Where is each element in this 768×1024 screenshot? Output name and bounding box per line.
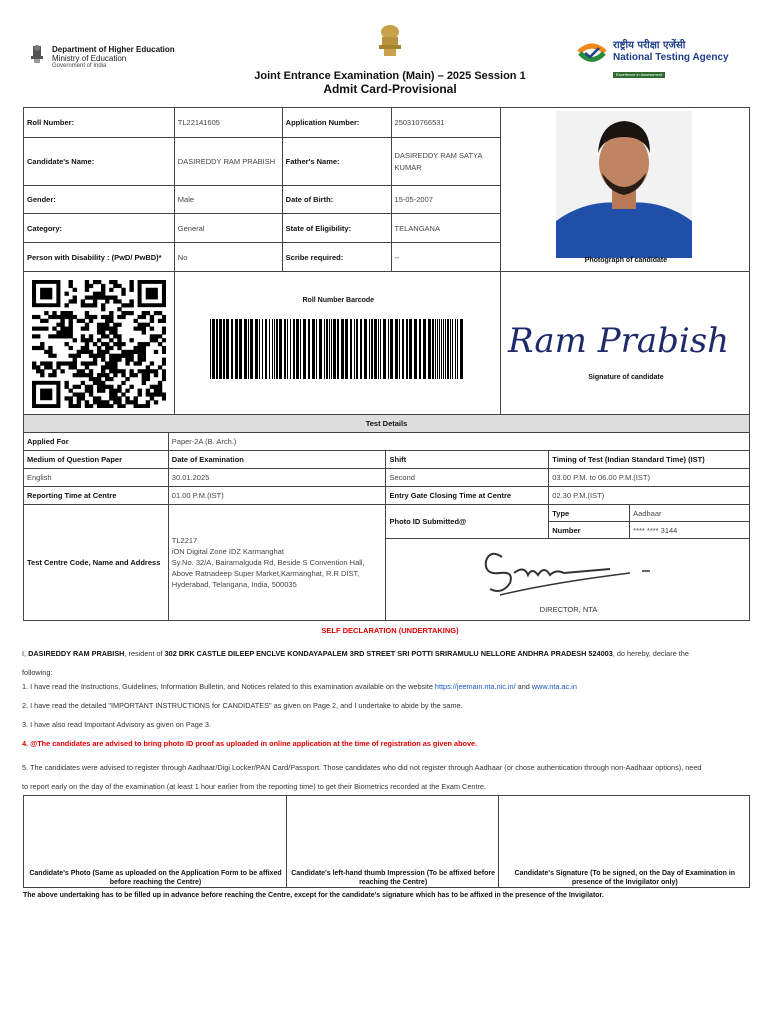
admit-card-title: Admit Card-Provisional <box>323 82 457 96</box>
id-number-value: **** **** 3144 <box>630 522 750 539</box>
barcode-label: Roll Number Barcode <box>302 297 375 304</box>
barcode-cell <box>174 272 501 415</box>
timing-value: 03.00 P.M. to 06.00 P.M.(IST) <box>549 469 750 487</box>
father-name-value: DASIREDDY RAM SATYA KUMAR <box>391 138 501 186</box>
declaration-point-1 <box>22 682 752 691</box>
photo-affix-box <box>24 796 287 888</box>
application-number-label: Application Number: <box>282 108 391 138</box>
candidate-name-value: DASIREDDY RAM PRABISH <box>174 138 282 186</box>
declaration-point-4: 4. @The candidates are advised to bring photo ID proof as uploaded in online application at the time of registration as given above. <box>22 739 478 748</box>
pwd-value: No <box>174 243 282 272</box>
id-number-label: Number <box>549 522 630 539</box>
dob-label: Date of Birth: <box>282 186 391 214</box>
footer-note: The above undertaking has to be filled up in advance before reaching the Centre, except for the candidate's signature which has to be affixed in the presence of the Invigilator. <box>23 892 604 899</box>
father-name-label: Father's Name: <box>282 138 391 186</box>
candidate-signature-box <box>499 796 750 888</box>
declaration-point-5 <box>22 758 752 796</box>
shift-label: Shift <box>386 451 549 469</box>
photo-cell <box>501 108 750 272</box>
centre-address-line4: Hyderabad, Telangana, India, 500035 <box>171 580 297 589</box>
candidate-photo <box>556 111 692 258</box>
reporting-time-label: Reporting Time at Centre <box>24 487 169 505</box>
jeemain-link[interactable]: https://jeemain.nta.nic.in/ <box>434 682 516 691</box>
ashoka-emblem-icon <box>376 24 404 58</box>
timing-label: Timing of Test (Indian Standard Time) (IST) <box>549 451 750 469</box>
roll-number-label: Roll Number: <box>24 108 175 138</box>
photo-caption: Photograph of candidate <box>584 257 668 264</box>
reporting-time-value: 01.00 P.M.(IST) <box>168 487 386 505</box>
director-signature-cell <box>386 539 750 621</box>
intro-line2: following: <box>22 668 53 677</box>
centre-code: TL2217 <box>171 536 198 545</box>
roll-number-barcode <box>210 319 466 379</box>
test-centre-address <box>168 505 386 621</box>
state-eligibility-value: TELANGANA <box>391 214 501 243</box>
nta-website-link[interactable]: www.nta.ac.in <box>531 682 577 691</box>
centre-address-line2: Sy.No. 32/A, Bairamalguda Rd, Beside S Convention Hall, <box>171 558 365 567</box>
scribe-value: -- <box>391 243 501 272</box>
id-type-label: Type <box>549 505 630 522</box>
point1-and: and <box>515 682 532 691</box>
application-number-value: 250310766531 <box>391 108 501 138</box>
intro-suffix: , do hereby, declare the <box>612 649 689 658</box>
declaration-point-2: 2. I have read the detailed "IMPORTANT INSTRUCTIONS for CANDIDATES" as given on Page 2, and I undertake to abide by the same. <box>22 701 463 710</box>
declaration-intro <box>22 644 752 682</box>
applied-for-label: Applied For <box>24 433 169 451</box>
intro-prefix: I, <box>22 649 29 658</box>
scribe-label: Scribe required: <box>282 243 391 272</box>
dob-value: 15-05-2007 <box>391 186 501 214</box>
category-label: Category: <box>24 214 175 243</box>
nta-tagline: Excellence in Assessment <box>613 72 665 78</box>
point5-line1: 5. The candidates were advised to register through Aadhaar/Digi Locker/PAN Card/Passport. Those candidates who did not register through Aadhaar (or chose authentication through non-Aadhaar options), need <box>22 763 702 772</box>
qr-code-cell <box>24 272 175 415</box>
id-type-value: Aadhaar <box>630 505 750 522</box>
shift-value: Second <box>386 469 549 487</box>
govt-name: Government of India <box>52 63 107 69</box>
intro-mid: , resident of <box>124 649 165 658</box>
declaration-point-3: 3. I have also read Important Advisory as given on Page 3. <box>22 720 212 729</box>
state-eligibility-label: State of Eligibility: <box>282 214 391 243</box>
point1-text: 1. I have read the Instructions, Guidelines, Information Bulletin, and Notices related to this examination available on the website <box>22 682 435 691</box>
centre-address-line1: iON Digital Zone IDZ Karmanghat <box>171 547 284 556</box>
gender-label: Gender: <box>24 186 175 214</box>
roll-number-value: TL22141605 <box>174 108 282 138</box>
gate-closing-value: 02.30 P.M.(IST) <box>549 487 750 505</box>
test-centre-label: Test Centre Code, Name and Address <box>24 505 169 621</box>
undertaking-boxes-table <box>23 795 750 888</box>
declarant-name: DASIREDDY RAM PRABISH <box>28 649 125 658</box>
signature-text: Ram Prabish <box>508 321 730 361</box>
exam-title: Joint Entrance Examination (Main) – 2025 Session 1 <box>254 70 526 82</box>
nta-logo-icon <box>577 42 607 64</box>
thumb-impression-caption: Candidate's left-hand thumb Impression (To be affixed before reaching the Centre) <box>291 870 496 886</box>
gate-closing-label: Entry Gate Closing Time at Centre <box>386 487 549 505</box>
candidate-info-table <box>23 107 750 415</box>
dept-name: Department of Higher Education <box>52 45 175 54</box>
nta-hindi-name: राष्ट्रीय परीक्षा एजेंसी <box>613 40 686 51</box>
nta-english-name: National Testing Agency <box>613 52 729 63</box>
exam-date-label: Date of Examination <box>168 451 386 469</box>
candidate-signature <box>506 304 746 374</box>
pwd-label: Person with Disability : (PwD/ PwBD)* <box>24 243 175 272</box>
exam-date-value: 30.01.2025 <box>168 469 386 487</box>
category-value: General <box>174 214 282 243</box>
centre-address-line3: Above Ratnadeep Super Market,Karmanghat, R.R DIST, <box>171 569 360 578</box>
national-emblem-icon <box>30 44 44 64</box>
applied-for-value: Paper-2A (B. Arch.) <box>168 433 749 451</box>
declaration-heading: SELF DECLARATION (UNDERTAKING) <box>321 626 459 635</box>
medium-label: Medium of Question Paper <box>24 451 169 469</box>
point5-line2: to report early on the day of the examination (at least 1 hour earlier from the reporting time) to get their Biometrics recorded at the Exam Centre. <box>22 782 486 791</box>
signature-cell <box>501 272 750 415</box>
candidate-name-label: Candidate's Name: <box>24 138 175 186</box>
medium-value: English <box>24 469 169 487</box>
photo-id-label: Photo ID Submitted@ <box>386 505 549 539</box>
qr-code <box>32 280 166 408</box>
gender-value: Male <box>174 186 282 214</box>
photo-affix-caption: Candidate's Photo (Same as uploaded on the Application Form to be affixed before reaching the Centre) <box>29 870 282 886</box>
thumb-impression-box <box>286 796 499 888</box>
test-details-table <box>23 414 750 621</box>
candidate-signature-box-caption: Candidate's Signature (To be signed, on the Day of Examination in presence of the Invigilator only) <box>514 870 736 886</box>
test-details-heading: Test Details <box>24 415 750 433</box>
ministry-name: Ministry of Education <box>52 54 127 63</box>
director-label: DIRECTOR, NTA <box>539 605 598 614</box>
signature-caption: Signature of candidate <box>588 374 664 381</box>
declarant-address: 302 DRK CASTLE DILEEP ENCLVE KONDAYAPALEM 3RD STREET SRI POTTI SRIRAMULU NELLORE ANDHRA PRADESH 524003 <box>164 649 613 658</box>
director-signature <box>480 543 660 603</box>
